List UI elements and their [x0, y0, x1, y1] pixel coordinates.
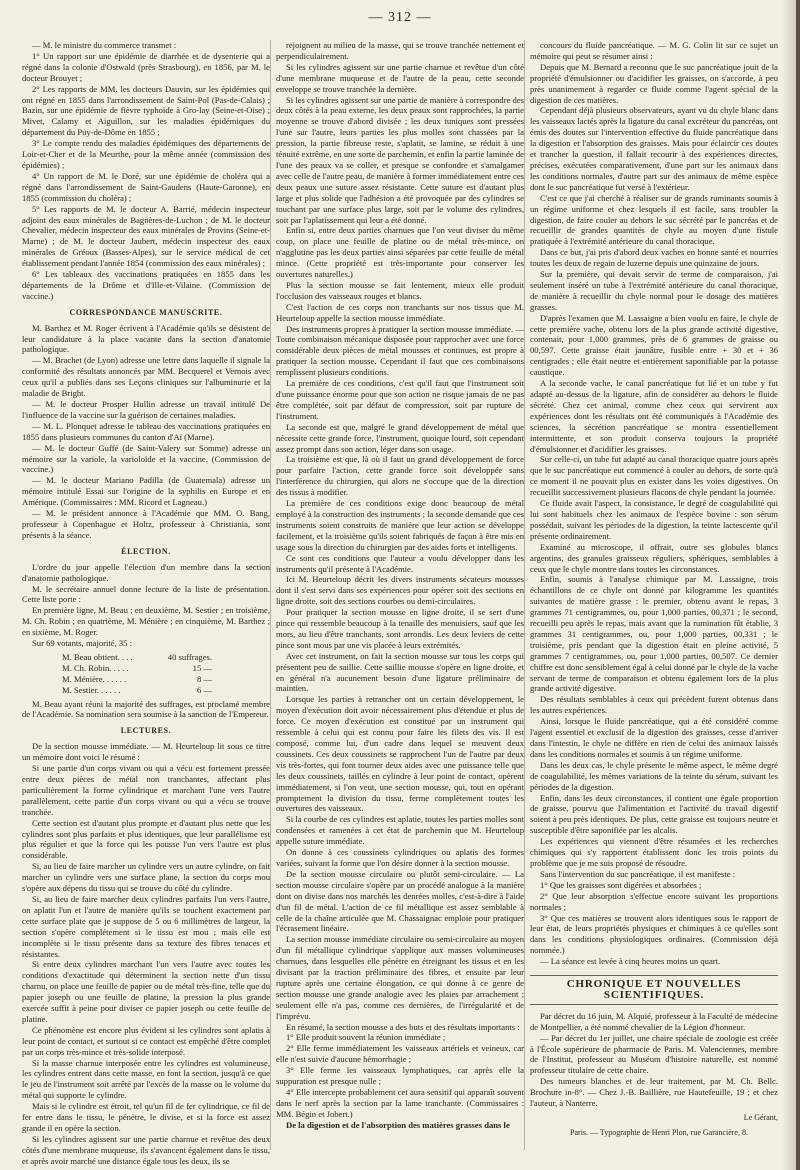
paragraph: Cependant déjà plusieurs observateurs, ayant vu du chyle blanc dans les vaisseaux lactés après la ligature du canal excréteur du pancréas, ont émis des doutes sur l'intervention effective du fluide pancréatique dans la digestion et l'absorption des graisses. Mais pour éclaircir ces doutes et trancher la question, il fallait recourir à des expériences directes, précises, exécutées comparativement, d'une part sur les animaux dans les conditions normales, d'autre part sur des animaux de même espèce dont le suc pancréatique fut versé à l'extérieur. [530, 105, 778, 192]
paragraph: — M. L. Plonquet adresse le tableau des vaccinations pratiquées en 1855 dans plusieurs communes du canton d'Aï (Marne). [22, 420, 270, 442]
paragraph: D'après l'examen que M. Lassaigne a bien voulu en faire, le chyle de cette première vache, obtenu lors de la plus grande activité digestive, contenait, pour 1,000 grammes, près de 6 grammes de graisse ou 00,597. Cette graisse était jaunâtre, fusible entre + 30 et + 36 centigrades ; elle était neutre et entièrement saponifiable par la potasse caustique. [530, 312, 778, 378]
paragraph: — M. le docteur Prosper Hullin adresse un travail intitulé De l'influence de la vaccine sur la guérison de certaines maladies. [22, 399, 270, 420]
paragraph: Plus la section mousse se fait lentement, mieux elle produit l'occlusion des vaisseaux rouges et blancs. [276, 279, 524, 301]
paragraph: Si les cylindres agissent sur une partie de manière à correspondre des deux côtés à la peau externe, les deux peaux sont rapprochées, la partie moyenne se trouve d'abord divisée ; les deux tuniques sont pressées l'une sur l'autre, leurs parties les plus molles sont chassées par la pression, la partie fibreuse reste, s'aplatit, se lamine, se réduit à une ténuité extrême, en une sorte de parchemin, et enfin la partie laminée de l'une des peaux va se coller, et presque se confondre et s'amalgamer avec celle de l'autre peau, de manière à former immédiatement entre ces deux peaux une suture assez résistante. Cette suture est d'autant plus large et plus solide que l'adhésion a été provoquée par des cylindres se touchant par une surface plus large, soit par le volume des cylindres, soit par l'aplatissement qui leur a été donné. [276, 94, 524, 225]
paragraph: Sur celle-ci, un tube fut adapté au canal thoracique quatre jours après que le suc pancréatique eut commencé à couler au dehors, de sorte qu'à ce moment il ne pouvait plus en exister dans les voies digestives. On recueillit successivement plusieurs flacons de chyle pendant la journée. [530, 454, 778, 498]
vote-candidate: M. Beau obtient. . . . [62, 651, 133, 662]
paragraph: — M. Brachet (de Lyon) adresse une lettre dans laquelle il signale la conformité des résultats annoncés par MM. Becquerel et Vernois avec ceux qu'il a publiés dans ses Leçons cliniques sur l'albuminurie et la maladie de Bright. [22, 355, 270, 399]
paragraph: Enfin si, entre deux parties charnues que l'on veut diviser du même coup, on place une feuille de platine ou de métal très-mince, on n'agglutine pas les deux parties ainsi séparées par cette feuille de métal mince. (Cette propriété est très-importante pour conserver les ouvertures naturelles.) [276, 225, 524, 280]
paragraph: C'est ce que j'ai cherché à réaliser sur de grands ruminants soumis à un régime uniforme et chez lesquels il est facile, sans troubler la digestion, de faire couler au dehors le suc sécrété par le pancréas et de recueillir de grandes quantités de chyle au moyen d'une fistule pratiquée à l'extrémité antérieure du canal thoracique. [530, 192, 778, 247]
paragraph: Mais si le cylindre est étroit, tel qu'un fil de fer cylindrique, ce fil de fer entre dans le tissu, le pénètre, le divise, et si la force est assez grande il en opère la section. [22, 1101, 270, 1133]
paragraph: — La séance est levée à cinq heures moins un quart. [540, 956, 721, 967]
paragraph: Si une partie d'un corps vivant ou qui a vécu est fortement pressée entre deux pièces de métal non tranchantes, affectant plus particulièrement la forme cylindrique et marchant l'une vers l'autre parallèlement, cette partie d'un corps vivant ou qui a vécu se trouve tranchée. [22, 763, 270, 817]
paragraph: La troisième est que, là où il faut un grand développement de force pour parfaire l'action, cette grande force soit développée sans l'interférence du chirurgien, qui alors ne s'occupe que de la direction des tissus à modifier. [276, 454, 524, 498]
paragraph: La première de ces conditions, c'est qu'il faut que l'instrument soit d'une puissance énorme pour que son action ne risque jamais de ne pas être complétée, soit par défaut de compression, soit par rupture de l'instrument. [276, 378, 524, 421]
paragraph: — Par décret du 1er juillet, une chaire spéciale de zoologie est créée à l'École supérieure de pharmacie de Paris. M. Valenciennes, membre de l'Institut, professeur au Muséum d'histoire naturelle, est nommé professeur titulaire de cette chaire. [530, 1032, 778, 1076]
column-divider [270, 40, 271, 1150]
paragraph: Ainsi, lorsque le fluide pancréatique, qui a été considéré comme l'agent essentiel et exclusif de la digestion des graisses, cesse d'arriver dans l'intestin, le chyle ne diffère en rien de celui des animaux laissés dans les conditions normales et soumis à un régime uniforme. [530, 716, 778, 759]
vote-count: 15 — [192, 662, 212, 673]
paragraph: Lorsque les parties à retrancher ont un certain développement, le moyen d'exécution doit avoir nécessairement plus d'étendue et plus de force. Ce moyen d'exécution est constitué par un instrument qui ressemble à celui qui est connu pour faire les filets des vis. Il est composé, comme lui, d'un cadre dans lequel se meuvent deux coussinets. Ces deux coussinets se rapprochent l'un de l'autre par deux vis très-fortes, qui font tourner deux aides avec une puissance telle que les deux coussinets, taillés en cylindre à leur point de contact, opèrent immédiatement, si l'on veut, une section mousse, qui, tout en opérant promptement la division du tissu, ferme complètement toutes les ouvertures des vaisseaux. [276, 694, 524, 814]
paragraph: L'ordre du jour appelle l'élection d'un membre dans la section d'anatomie pathologique. [22, 561, 270, 583]
paragraph: M. Beau ayant réuni la majorité des suffrages, est proclamé membre de l'Académie. Sa nomination sera soumise à la sanction de l'Empereur. [22, 698, 270, 720]
paragraph: concours du fluide pancréatique. — M. G. Colin lit sur ce sujet un mémoire qui peut se résumer ainsi : [530, 40, 778, 61]
vote-row [62, 663, 212, 674]
paragraph: 2° Les rapports de MM. les docteurs Dauvin, sur les épidémies qui ont régné en 1855 dans l'arrondissement de Saint-Pol (Pas-de-Calais) ; Bazin, sur une épidémie de fièvre typhoïde à Gro-lay (Seine-et-Oise) ; Mivet, Calamy et Aiguillon, sur les maladies épidémiques du département du Puy-de-Dôme en 1855 ; [22, 83, 270, 138]
paragraph: Si les cylindres agissent sur une partie charnue et revêtue des deux côtés d'une membrane muqueuse, ils s'avancent également dans le tissu, et après avoir marché une distance égale tous les deux, ils se [22, 1133, 270, 1166]
paragraph: Cette section est d'autant plus prompte et d'autant plus nette que les cylindres sont plus parfaits et plus identiques, que leur parallélisme est plus régulier et que la force qui les pousse l'un vers l'autre est plus considérable. [22, 817, 270, 861]
paragraph: Depuis que M. Bernard a reconnu que le suc pancréatique jouit de la propriété d'émulsionner ou d'acidifier les graisses, on s'accorde, à peu près unanimement à regarder ce fluide comme l'agent spécial de la digestion de ces matières. [530, 61, 778, 105]
paragraph: — M. le docteur Mariano Padilla (de Guatemala) adresse un mémoire intitulé Essai sur l'origine de la syphilis en Europe et en Amérique. (Commissaires : MM. Ricord et Lagneau.) [22, 475, 270, 508]
column-divider [524, 40, 525, 1150]
paragraph: 1° Que les graisses sont digérées et absorbées ; [540, 879, 702, 890]
paragraph: rejoignent au milieu de la masse, qui se trouve tranchée nettement et perpendiculairement. [276, 40, 524, 61]
section-heading: ÉLECTION. [121, 546, 171, 556]
paragraph: Si la masse charnue interposée entre les cylindres est volumineuse, les cylindres entrent dans cette masse, en font la section, jusqu'à ce que le jeu de l'instrument soit arrêté par l'excès de la masse ou le volume du métal qui supporte le cylindre. [22, 1057, 270, 1101]
paragraph: 6° Les tableaux des vaccinations pratiquées en 1855 dans les départements de la Drôme et d'Ille-et-Vilaine. (Commission de vaccine.) [22, 269, 270, 301]
paragraph: En première ligne, M. Beau ; en deuxième, M. Sestier ; en troisième, M. Ch. Robin ; en quatrième, M. Ménière ; en cinquième, M. Barthez ; en sixième, M. Roger. [22, 605, 270, 638]
column-left [22, 40, 270, 1166]
vote-candidate: M. Ch. Robin. . . . . [62, 662, 129, 673]
vote-row [62, 652, 212, 663]
paragraph: — M. le docteur Guffé (de Saint-Valery sur Somme) adresse un mémoire sur la variole, la varioloïde et la vaccine. (Commission de vaccine.) [22, 442, 270, 475]
vote-row [62, 685, 212, 696]
paragraph: Avec cet instrument, on fait la section mousse sur tous les corps qui présentent peu de saillie. Cette saillie mousse s'opère en ligne droite, et en général n'a aucunement besoin d'une ligature préliminaire de maintien. [276, 650, 524, 694]
paragraph: De la digestion et de l'absorption des matières grasses dans le [286, 1119, 510, 1130]
imprint: Paris. — Typographie de Henri Plon, rue Garancière, 8. [570, 1127, 748, 1137]
paragraph: Ici M. Heurteloup décrit les divers instruments sécateurs mousses dont il s'est servi dans ses expériences pour opérer soit des sections en ligne droite, soit des sections courbes ou demi-circulaires. [276, 574, 524, 607]
paragraph: M. le secrétaire annuel donne lecture de la liste de présentation. Cette liste porte : [22, 583, 270, 605]
paragraph: 3° Le compte rendu des maladies épidémiques des départements de Loir-et-Cher et de la Meurthe, pour la même année (commission des épidémies) ; [22, 138, 270, 170]
paragraph: Enfin, dans les deux circonstances, il contient une égale proportion de graisse, pourvu que l'alimentation et l'activité du travail digestif soient à peu près identiques. De plus, cette graisse est toujours neutre et susceptible d'être saponifiée par les alcalis. [530, 792, 778, 836]
section-heading: CORRESPONDANCE MANUSCRITE. [69, 307, 223, 317]
paragraph: 1° Elle produit souvent la réunion immédiate ; [286, 1032, 446, 1043]
section-heading: LECTURES. [120, 726, 172, 736]
paragraph: — M. le ministre du commerce transmet : [32, 40, 177, 50]
paragraph: Examiné au microscope, il offrait, outre ses globules blancs argentins, des granules graisseux réguliers, sphériques, semblables à ceux que le chyle montre dans toutes les circonstances. [530, 541, 778, 574]
paragraph: Si, au lieu de faire marcher deux cylindres parfaits l'un vers l'autre, on aplatit l'un et l'autre de manière qu'ils se touchent exactement par cette surface plate que je suppose de 5 ou 6 millimètres de largeur, la section s'opère complétement si le tissu est mou ; mais elle est incomplète si le tissu présente dans sa texture des fibres tenaces et résistantes. [22, 893, 270, 959]
paragraph: Des tumeurs blanches et de leur traitement, par M. Ch. Bellc. Brochure in-8°. — Chez J.-B. Baillière, rue Hautefeuille, 19 ; et chez l'auteur, à Nanterre. [530, 1076, 778, 1109]
paragraph: La seconde est que, malgré le grand développement de métal que nécessite cette grande force, l'instrument, quoique lourd, soit cependant assez prompt dans son action, léger dans son usage. [276, 421, 524, 454]
paragraph: Dans les deux cas, le chyle présente le même aspect, le même degré de coagulabilité, les mêmes variations de la teinte du sérum, suivant les périodes de la digestion. [530, 759, 778, 792]
paragraph: 4° Un rapport de M. le Doré, sur une épidémie de choléra qui a régné dans l'arrondissement de Saint-Gaudens (Haute-Garonne), en 1855 (commission du choléra) ; [22, 170, 270, 203]
paragraph: 3° Elle ferme les vaisseaux lymphatiques, car après elle la suppuration est presque nulle ; [276, 1065, 524, 1087]
paragraph: Ce sont ces conditions que l'auteur a voulu développer dans les instruments qu'il présente à l'Académie. [276, 552, 524, 574]
paragraph: Pour pratiquer la section mousse en ligne droite, il se sert d'une pince qui ressemble beaucoup à la tenaille des menuisiers, sauf que les mors, au lieu d'être tranchants, sont arrondis. Les deux leviers de cette pince sont mous par une vis placée à leurs extrémités. [276, 607, 524, 650]
paragraph: — M. le président annonce à l'Académie que MM. O. Bang, professeur à Copenhague et Holtz, professeur à Christiania, sont présents à la séance. [22, 508, 270, 540]
paragraph: 5° Les rapports de M. le docteur A. Barrié, médecin inspecteur adjoint des eaux minérales de Bagnères-de-Luchon ; de M. le docteur Chevalier, médecin inspecteur des eaux minérales de Provins (Seine-et-Marne) ; de M. le docteur Jaubert, médecin inspecteur des eaux minérales de Gréoux (Basses-Alpes), sur le service médical de cet établissement pendant l'année 1854 (commission des eaux minérales) ; [22, 203, 270, 269]
paragraph: Si, au lieu de faire marcher un cylindre vers un autre cylindre, on fait marcher un cylindre vers une surface plane, la section du corps mou s'opère aux dépens du tissu qui se trouve du côté du cylindre. [22, 861, 270, 894]
paragraph: Ce phénomène est encore plus évident si les cylindres sont aplatis à leur point de contact, et surtout si ce contact est empêché d'être complet par un corps très-mince et très-solide interposé. [22, 1024, 270, 1057]
paragraph: On donne à ces coussinets cylindriques ou aplatis des formes variées, suivant la forme que l'on désire donner à la section mousse. [276, 847, 524, 868]
vote-table [62, 652, 270, 696]
paragraph: Si entre deux cylindres marchant l'un vers l'autre avec toutes les conditions d'exactitude qui déterminent la section nette d'un tissu charnu, on place une feuille de papier ou de métal très-fine, telle que du papier joseph ou une feuille de platine, la pression la plus grande exercée suffit à peine pour diviser ce papier joseph ou cette feuille de platine. [22, 959, 270, 1024]
paragraph: M. Barthez et M. Roger écrivent à l'Académie qu'ils se désistent de leur candidature à la place vacante dans la section d'anatomie pathologique. [22, 322, 270, 355]
paragraph: 4° Elle intercepte probablement cet aura sensitif qui apparaît souvent dans le nerf après la section par la lame tranchante. (Commissaires : MM. Bégin et Jobert.) [276, 1087, 524, 1119]
paragraph: Des instruments propres à pratiquer la section mousse immédiate. — Toute combinaison mécanique disposée pour rapprocher avec une force considérable deux pièces de métal mousses et continues, est propre à pratiquer la section mousse. Cependant il faut que ces combinaisons remplissent plusieurs conditions. [276, 323, 524, 378]
paragraph: En résumé, la section mousse a des buts et des résultats importants : [286, 1021, 520, 1032]
paragraph: De la section mousse immédiate. — M. Heurteloup lit sous ce titre un mémoire dont voici le résumé : [22, 741, 270, 763]
imprint-gerant: Le Gérant, [743, 1113, 778, 1122]
paragraph: Des résultats semblables à ceux qui précèdent furent obtenus dans les autres expériences. [530, 694, 778, 716]
vote-count: 6 — [196, 684, 212, 695]
paragraph: Sans l'intervention du suc pancréatique, il est manifeste : [540, 868, 736, 879]
column-right [530, 40, 778, 1150]
page-number: — 312 — [368, 10, 432, 25]
paragraph: Si les cylindres agissent sur une partie charnue et revêtue d'un côté d'une membrane muqueuse et de l'autre de la peau, cette seconde enveloppe se trouve tranchée la dernière. [276, 61, 524, 94]
paragraph: La section mousse immédiate circulaire ou semi-circulaire au moyen d'un fil métallique cylindrique s'applique aux masses volumineuses charnues, dans lesquelles elle pénètre en étreignant les tissus et en les divisant par la traction préliminaire des fibres, et ensuite par leur rupture après une certaine élongation, ce qui donne à ce genre de section mousse une grande analogie avec les plaies par arrachement ; seulement elle n'a pas, comme ces dernières, de l'irrégularité et de l'imprévu. [276, 934, 524, 1021]
paragraph: 2° Que leur absorption s'effectue encore suivant les proportions normales ; [530, 890, 778, 912]
vote-candidate: M. Sestier. . . . . . [62, 684, 121, 695]
paragraph: Par décret du 16 juin, M. Alquié, professeur à la Faculté de médecine de Montpellier, a été nommé chevalier de la Légion d'honneur. [530, 1010, 778, 1032]
paragraph: 1° Un rapport sur une épidémie de diarrhée et de dysenterie qui a régné dans la colonie d'Ostwald (près Strasbourg), en 1856, par M. le docteur Brouyet ; [22, 50, 270, 83]
vote-count: 8 — [196, 673, 212, 684]
paragraph: De la section mousse circulaire ou plutôt semi-circulaire. — La section mousse circulaire s'opère par un procédé analogue à la manière dont on divise dans nos marchés les denrées molles, c'est-à-dire à l'aide d'un fil de métal. L'action de ce fil métallique est assez semblable à celle de la chaîne articulée que M. Chassaignac emploie pour pratiquer l'écrasement linéaire. [276, 868, 524, 934]
vote-count: 40 suffrages. [167, 651, 212, 662]
paragraph: A la seconde vache, le canal pancréatique fut lié et un tube y fut adapté au-dessus de la ligature, afin de considérer au dehors le fluide sécrété. Chez cet animal, comme chez ceux qui servirent aux expériences dont les résultats ont été communiqués à l'Académie des sciences, la sécrétion pancréatique se montra essentiellement intermittente, et son produit conserva toujours la propriété d'émulsionner et d'acidifier les graisses. [530, 378, 778, 454]
column-middle [276, 40, 524, 1150]
paragraph: Sur 69 votants, majorité, 35 : [32, 638, 133, 649]
paragraph: Ce fluide avait l'aspect, la consistance, le degré de coagulabilité qui lui sont habituels chez les animaux de l'espèce bovine : son sérum possédait, suivant les périodes de la digestion, la teinte lactescente qu'il présente ordinairement. [530, 498, 778, 541]
paragraph: La première de ces conditions exige donc beaucoup de métal employé à la construction des instruments ; la seconde demande que ces instruments soient construits de manière que leur action se développe facilement, et la troisième qu'ils soient fabriqués de façon à être mis en usage sous la direction du chirurgien par des aides forts et intelligents. [276, 498, 524, 552]
vote-candidate: M. Ménière. . . . . . [62, 673, 127, 684]
page-edge [796, 0, 800, 1170]
paragraph: Enfin, soumis à l'analyse chimique par M. Lassaigne, trois échantillons de ce chyle ont donné par kilogramme les quantités suivantes de matière grasse : le premier, obtenu avant le repas, 3 grammes 71 centigrammes, ou, pour 1,000 parties, 00,371 ; le second, recueilli peu après le repas, mais avant que la rumination fût établie, 3 grammes 31 centigrammes, ou, pour 1,000 parties, 00,331 ; le troisième, pris pendant que la digestion était en pleine activité, 5 grammes 7 centigrammes, ou, pour 1,000 parties, 00,507. Ce dernier chiffre est donc sensiblement égal à celui donné par le chyle de la vache servant de terme de comparaison et obtenu également lors de la plus grande activité digestive. [530, 574, 778, 694]
paragraph: C'est l'action de ces corps non tranchants sur nos tissus que M. Heurteloup appelle la section mousse immédiate. [276, 301, 524, 323]
paragraph: 3° Que ces matières se trouvent alors identiques sous le rapport de leur état, de leurs propriétés physiques et chimiques à ce qu'elles sont dans les conditions physiologiques ordinaires. (Commission déjà nommée.) [530, 912, 778, 956]
paragraph: 2° Elle ferme immédiatement les vaisseaux artériels et veineux, car elle n'est suivie d'aucune hémorrhagie ; [276, 1043, 524, 1065]
paragraph: Sur la première, qui devait servir de terme de comparaison, j'ai seulement inséré un tube à l'extrémité antérieure du canal thoracique, de manière à recueillir du chyle normal pour le dosage des matières grasses. [530, 269, 778, 312]
paragraph: Si la courbe de ces cylindres est aplatie, toutes les parties molles sont condensées et ramenées à cet état de parchemin que M. Heurteloup appelle suture immédiate. [276, 814, 524, 847]
chronicle-heading: CHRONIQUE ET NOUVELLES SCIENTIFIQUES. [530, 975, 778, 1005]
vote-row [62, 674, 212, 685]
paragraph: Les expériences qui viennent d'être résumées et les recherches chimiques qui s'y rapportent établissent donc les trois points du problème que je me suis proposé de résoudre. [530, 836, 778, 868]
paragraph: Dans ce but, j'ai pris d'abord deux vaches en bonne santé et nourries toutes les deux de regain de luzerne depuis une quinzaine de jours. [530, 247, 778, 269]
